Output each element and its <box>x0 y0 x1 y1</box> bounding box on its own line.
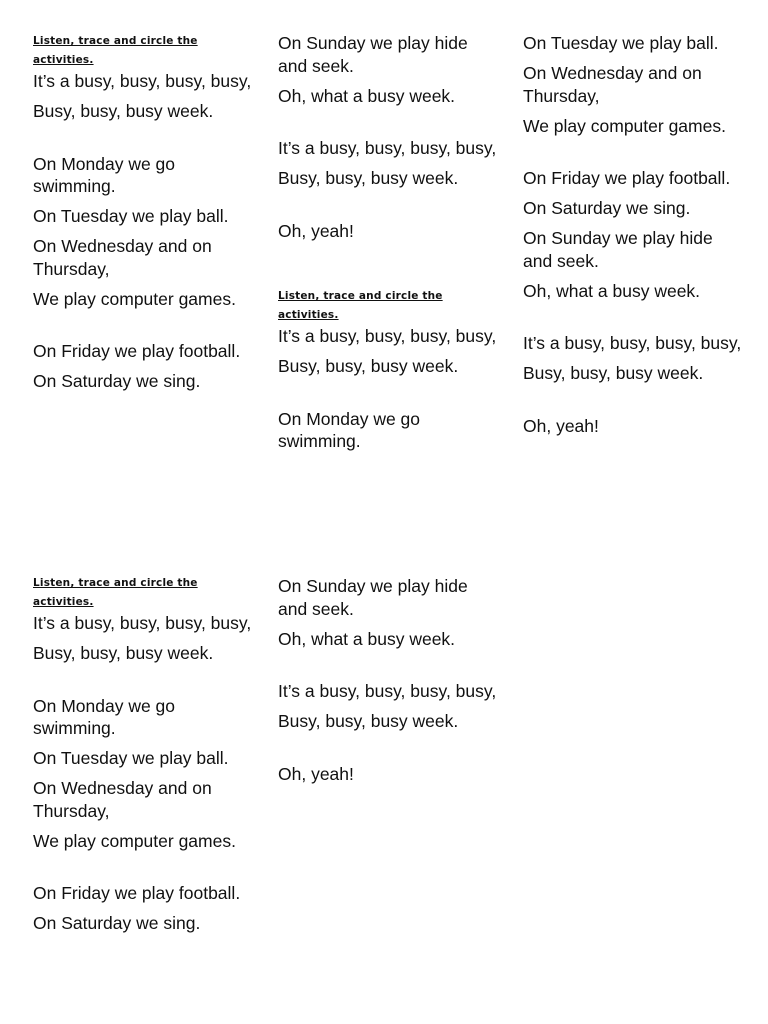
lyric-line: It’s a busy, busy, busy, busy, <box>278 138 497 158</box>
lyric-line: Busy, busy, busy week. <box>523 363 704 383</box>
lyric-line: Busy, busy, busy week. <box>278 711 459 731</box>
lyric-line: On Friday we play football. <box>33 883 241 903</box>
lyric-line: On Wednesday and on Thursday, <box>33 778 212 821</box>
lyric-line: On Friday we play football. <box>523 168 731 188</box>
lyric-line: On Wednesday and on Thursday, <box>33 236 212 279</box>
lyric-line: On Friday we play football. <box>33 341 241 361</box>
lyric-line: Oh, yeah! <box>278 220 354 241</box>
lyric-line: Busy, busy, busy week. <box>278 168 459 188</box>
lyric-line: On Saturday we sing. <box>33 371 201 391</box>
lyric-line: Busy, busy, busy week. <box>33 643 214 663</box>
lyric-line: Oh, what a busy week. <box>523 280 701 301</box>
lyric-line: On Wednesday and on Thursday, <box>523 63 702 106</box>
lyric-line: Oh, what a busy week. <box>278 85 456 106</box>
song-block-a <box>33 32 255 400</box>
lyric-line: We play computer games. <box>33 288 236 309</box>
song-block-d <box>523 32 745 445</box>
lyric-line: On Sunday we play hide and seek. <box>523 228 713 271</box>
lyric-line: Busy, busy, busy week. <box>33 101 214 121</box>
lyric-line: On Monday we go swimming. <box>33 695 176 738</box>
lyric-line: On Sunday we play hide and seek. <box>278 33 468 76</box>
lyric-line: It’s a busy, busy, busy, busy, <box>278 681 497 701</box>
lyric-line: On Monday we go swimming. <box>278 408 421 451</box>
lyric-line: On Monday we go swimming. <box>33 153 176 196</box>
song-block-b <box>278 32 500 242</box>
lyric-line: On Sunday we play hide and seek. <box>278 576 468 619</box>
lyric-line: Oh, yeah! <box>278 763 354 784</box>
lyric-line: On Tuesday we play ball. <box>33 748 229 768</box>
lyric-line: On Tuesday we play ball. <box>33 206 229 226</box>
lyric-line: Oh, yeah! <box>523 415 599 436</box>
lyric-line: Busy, busy, busy week. <box>278 356 459 376</box>
lyric-line: Oh, what a busy week. <box>278 628 456 649</box>
instruction-heading: Listen, trace and circle the activities. <box>33 35 198 66</box>
instruction-heading: Listen, trace and circle the activities. <box>278 290 443 321</box>
instruction-heading: Listen, trace and circle the activities. <box>33 577 198 608</box>
song-block-c <box>278 287 500 460</box>
song-block-f <box>278 575 500 793</box>
lyric-line: On Tuesday we play ball. <box>523 33 719 53</box>
lyric-line: On Saturday we sing. <box>523 198 691 218</box>
lyric-line: On Saturday we sing. <box>33 913 201 933</box>
lyric-line: It’s a busy, busy, busy, busy, <box>33 71 252 91</box>
song-block-e <box>33 574 255 942</box>
lyric-line: We play computer games. <box>33 830 236 851</box>
lyric-line: It’s a busy, busy, busy, busy, <box>33 613 252 633</box>
lyric-line: We play computer games. <box>523 115 726 136</box>
lyric-line: It’s a busy, busy, busy, busy, <box>523 333 742 353</box>
lyric-line: It’s a busy, busy, busy, busy, <box>278 326 497 346</box>
